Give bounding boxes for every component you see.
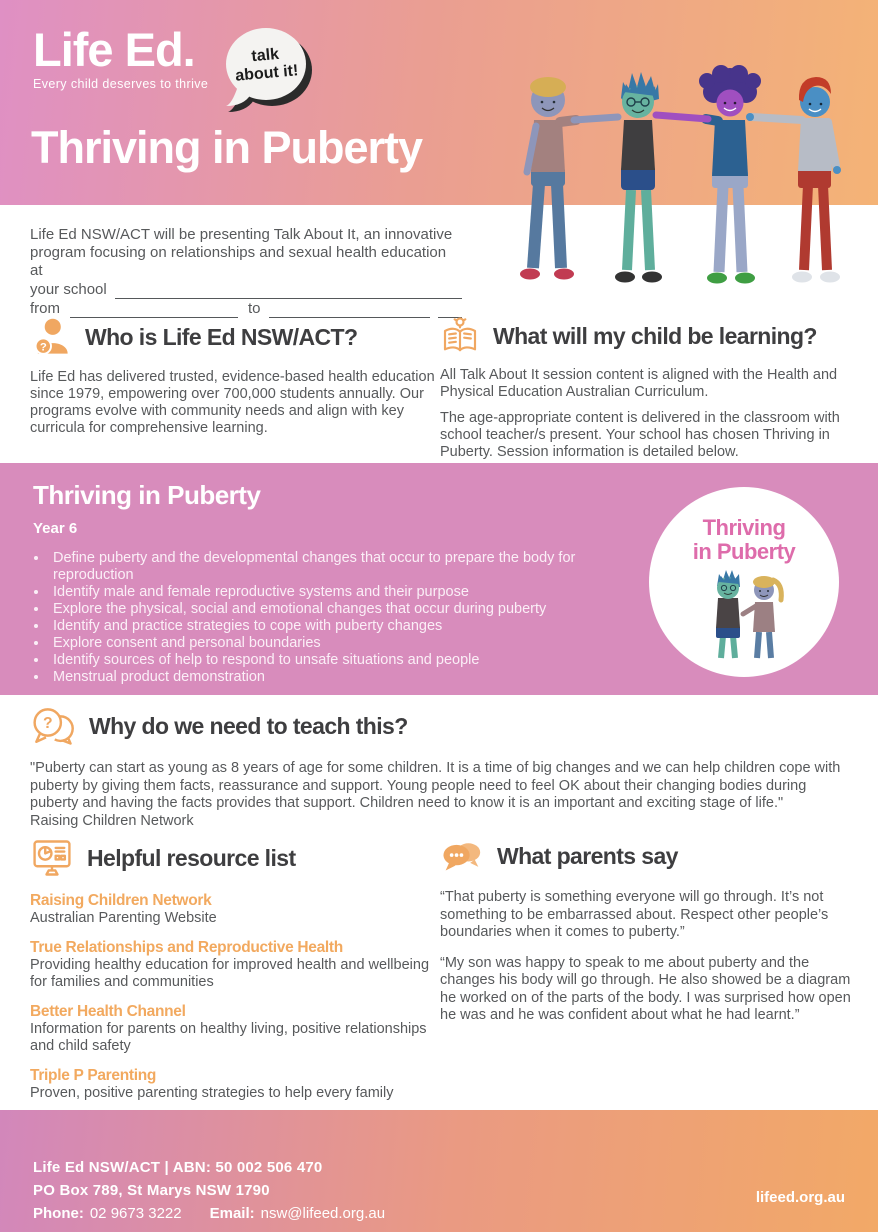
program-bullet: • Menstrual product demonstration — [49, 669, 620, 686]
characters-illustration — [480, 58, 878, 294]
program-heading: Thriving in Puberty — [33, 480, 261, 510]
person-question-icon — [30, 316, 72, 358]
program-bullet-list — [49, 550, 620, 686]
book-lightbulb-icon — [440, 316, 480, 356]
badge-characters-illustration — [681, 566, 807, 662]
life-ed-logo — [33, 23, 209, 91]
resource-desc: Providing healthy education for improved health and wellbeing for families and communities — [30, 957, 430, 990]
intro-paragraph — [30, 226, 462, 318]
program-bullet: • Explore the physical, social and emotional changes that occur during puberty — [49, 601, 620, 618]
footer-abn: Life Ed NSW/ACT | ABN: 50 002 506 470 — [33, 1159, 323, 1176]
parent-quote-1: “That puberty is something everyone will go through. It’s not something to be embarrassed about. Respect other people’s boundaries when it comes to puberty.” — [440, 889, 829, 940]
program-bullet: • Identify male and female reproductive systems and their purpose — [49, 584, 620, 601]
learning-para-1: All Talk About It session content is aligned with the Health and Physical Education Australian Curriculum. — [440, 367, 838, 400]
svg-text:talk: talk — [250, 45, 280, 66]
resource-item — [30, 1067, 435, 1102]
character-3 — [699, 65, 761, 284]
section-resources — [30, 836, 435, 1102]
parent-quote-2: “My son was happy to speak to me about puberty and the changes his body will go through. He also showed be a diagram he worked on of the parts of the body. I was surprised how open he was and he was confident about what he had learnt.” — [440, 954, 851, 1023]
section-who — [30, 316, 438, 437]
program-year: Year 6 — [33, 520, 78, 537]
resource-title: True Relationships and Reproductive Health — [30, 939, 343, 956]
why-heading: Why do we need to teach this? — [89, 712, 408, 739]
badge-line-1: Thriving — [702, 515, 786, 540]
svg-text:?: ? — [42, 715, 53, 733]
learning-heading: What will my child be learning? — [493, 322, 817, 349]
resource-title: Better Health Channel — [30, 1003, 186, 1020]
school-label: your school — [30, 281, 107, 298]
resource-item — [30, 939, 435, 991]
to-label: to — [248, 300, 261, 317]
resources-heading: Helpful resource list — [87, 844, 296, 871]
why-quote: "Puberty can start as young as 8 years of age for some children. It is a time of big changes and we can help children cope with puberty by giving them facts, reassurance and support. Young people need to feel OK about their changing bodies during puberty and having the facts provides that support. Children need to know it is an important and exciting stage of life." — [30, 760, 841, 811]
resource-desc: Information for parents on healthy living, positive relationships and child safety — [30, 1021, 427, 1054]
program-bullet: • Identify and practice strategies to cope with puberty changes — [49, 618, 620, 635]
footer-contact — [33, 1202, 385, 1225]
program-bullet: • Identify sources of help to respond to unsafe situations and people — [49, 652, 620, 669]
footer-banner — [0, 1110, 878, 1232]
resource-title: Triple P Parenting — [30, 1067, 157, 1084]
badge-line-2: in Puberty — [692, 539, 796, 564]
resource-desc: Australian Parenting Website — [30, 910, 217, 926]
section-why — [30, 705, 852, 830]
intro-line-2: program focusing on relationships and sexual health education at — [30, 244, 447, 279]
phone-value: 02 9673 3222 — [89, 1205, 182, 1222]
who-heading: Who is Life Ed NSW/ACT? — [85, 323, 358, 350]
svg-text:?: ? — [39, 341, 47, 354]
resource-item — [30, 892, 435, 927]
question-bubbles-icon — [30, 705, 76, 747]
resource-item — [30, 1003, 435, 1055]
logo-tagline: Every child deserves to thrive — [33, 77, 209, 91]
school-blank-line — [115, 284, 462, 299]
monitor-chart-icon — [30, 836, 74, 880]
parents-heading: What parents say — [497, 842, 678, 869]
intro-line-1: Life Ed NSW/ACT will be presenting Talk About It, an innovative — [30, 226, 453, 243]
program-bullet: • Define puberty and the developmental changes that occur to prepare the body for reproduction — [49, 550, 620, 584]
program-badge — [649, 487, 839, 677]
program-bullet: • Explore consent and personal boundaries — [49, 635, 620, 652]
logo-wordmark: Life Ed. — [33, 23, 195, 76]
from-label: from — [30, 300, 60, 317]
email-label: Email: — [209, 1205, 255, 1222]
who-body: Life Ed has delivered trusted, evidence-based health education since 1979, empowering over 700,000 students annually. Our programs evolve with community needs and align with key curricula for comprehensive learning. — [30, 369, 435, 436]
character-4 — [792, 77, 841, 283]
character-2 — [615, 72, 662, 283]
phone-label: Phone: — [33, 1205, 84, 1222]
why-attribution: Raising Children Network — [30, 812, 194, 829]
section-parents — [440, 836, 862, 1025]
character-1 — [520, 77, 574, 280]
resource-desc: Proven, positive parenting strategies to help every family — [30, 1085, 394, 1101]
chat-bubbles-icon — [440, 836, 484, 876]
talk-about-it-bubble-icon — [220, 18, 320, 116]
section-learning — [440, 316, 860, 461]
svg-text:about it!: about it! — [234, 62, 299, 85]
page-title: Thriving in Puberty — [31, 122, 423, 173]
resource-title: Raising Children Network — [30, 892, 212, 909]
learning-para-2: The age-appropriate content is delivered in the classroom with school teacher/s present. Your school has chosen Thriving in Puberty. Session information is detailed below. — [440, 410, 840, 460]
footer-address: PO Box 789, St Marys NSW 1790 — [33, 1182, 270, 1199]
email-value: nsw@lifeed.org.au — [260, 1205, 386, 1222]
footer-website: lifeed.org.au — [755, 1189, 845, 1206]
program-band — [0, 463, 878, 695]
